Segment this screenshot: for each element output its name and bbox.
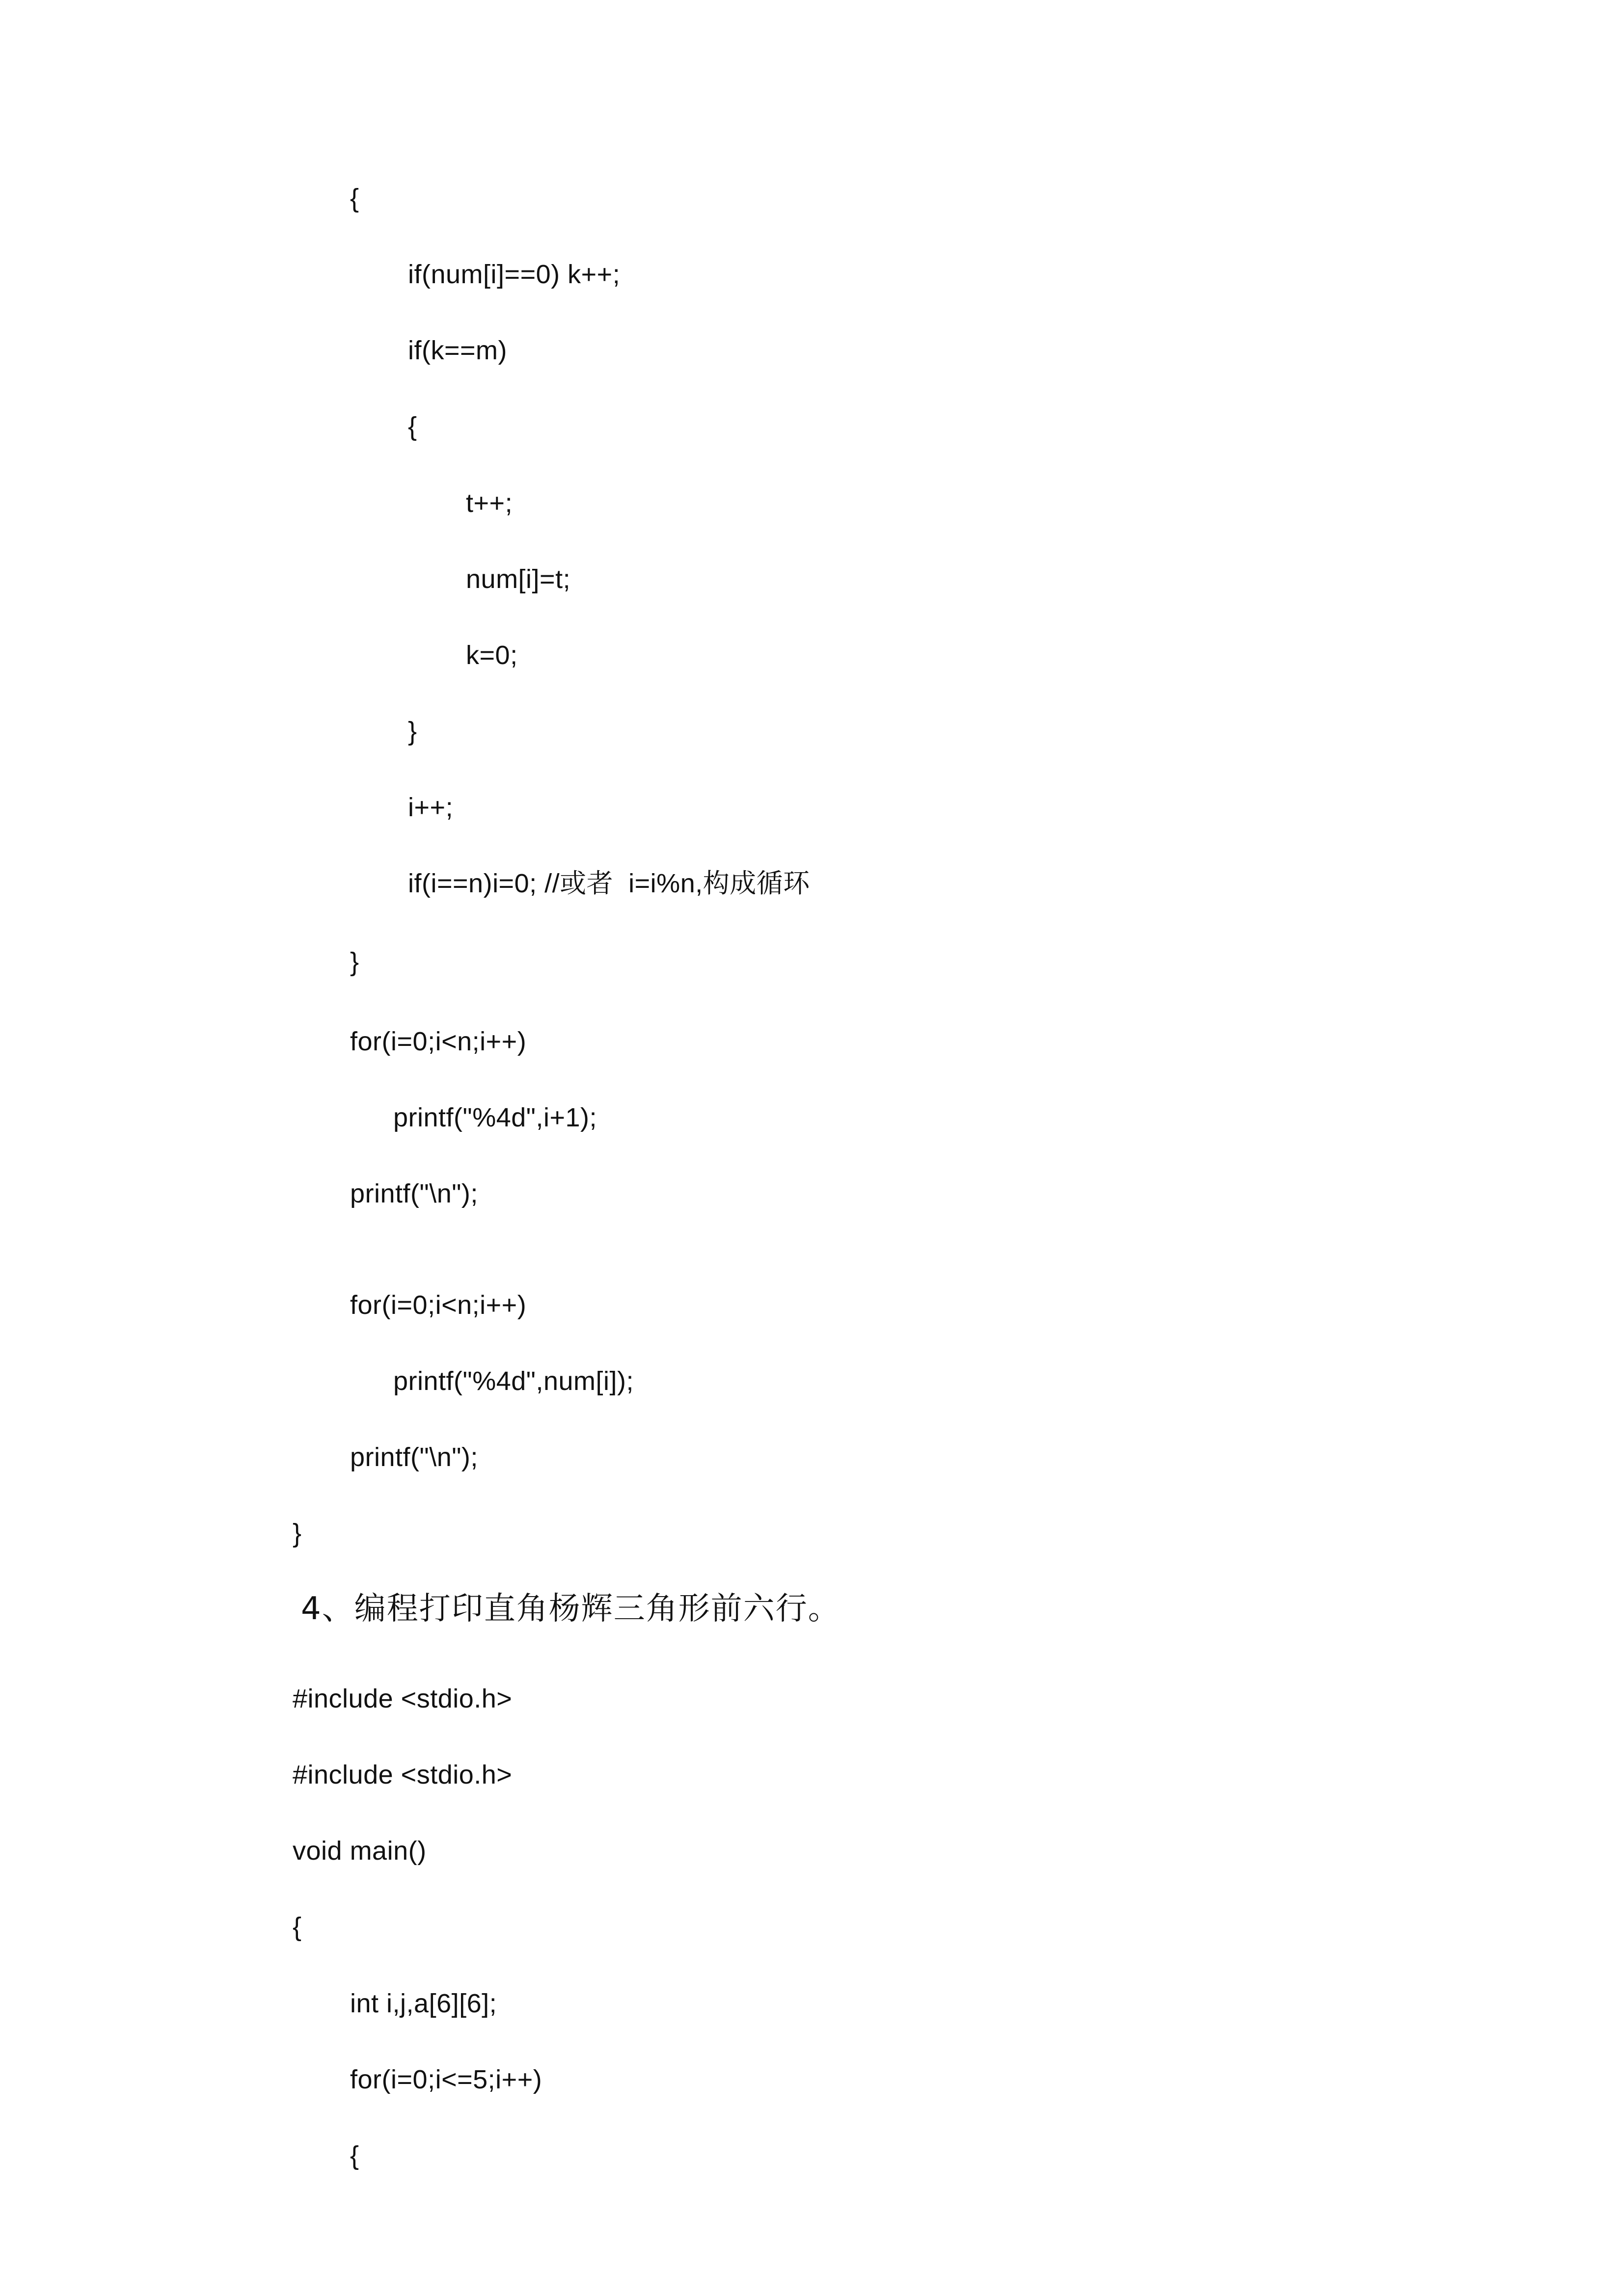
code-line: int i,j,a[6][6]; xyxy=(350,1989,497,2018)
code-line: { xyxy=(350,2141,359,2170)
code-line: num[i]=t; xyxy=(466,564,571,594)
code-line: t++; xyxy=(466,488,513,518)
code-line: if(k==m) xyxy=(408,336,508,365)
code-line: { xyxy=(350,184,359,213)
code-line: printf("%4d",i+1); xyxy=(393,1103,597,1132)
code-line: } xyxy=(350,947,359,977)
code-line: if(num[i]==0) k++; xyxy=(408,260,621,289)
code-line: printf("\n"); xyxy=(350,1179,478,1208)
code-line: #include <stdio.h> xyxy=(293,1684,513,1713)
code-line: i++; xyxy=(408,793,454,822)
code-line: } xyxy=(408,717,417,746)
code-line: void main() xyxy=(293,1836,427,1866)
code-line: printf("%4d",num[i]); xyxy=(393,1366,634,1396)
code-line: for(i=0;i<n;i++) xyxy=(350,1290,527,1320)
code-line: } xyxy=(293,1519,302,1548)
code-line: for(i=0;i<=5;i++) xyxy=(350,2065,542,2094)
code-line: { xyxy=(293,1912,302,1942)
code-line: printf("\n"); xyxy=(350,1442,478,1472)
code-line-with-comment: if(i==n)i=0; //或者 i=i%n,构成循环 xyxy=(408,869,810,898)
code-line: { xyxy=(408,412,417,441)
code-line: for(i=0;i<n;i++) xyxy=(350,1027,527,1056)
code-line: k=0; xyxy=(466,641,518,670)
section-heading: 4、编程打印直角杨辉三角形前六行。 xyxy=(301,1591,840,1627)
code-line: #include <stdio.h> xyxy=(293,1760,513,1789)
